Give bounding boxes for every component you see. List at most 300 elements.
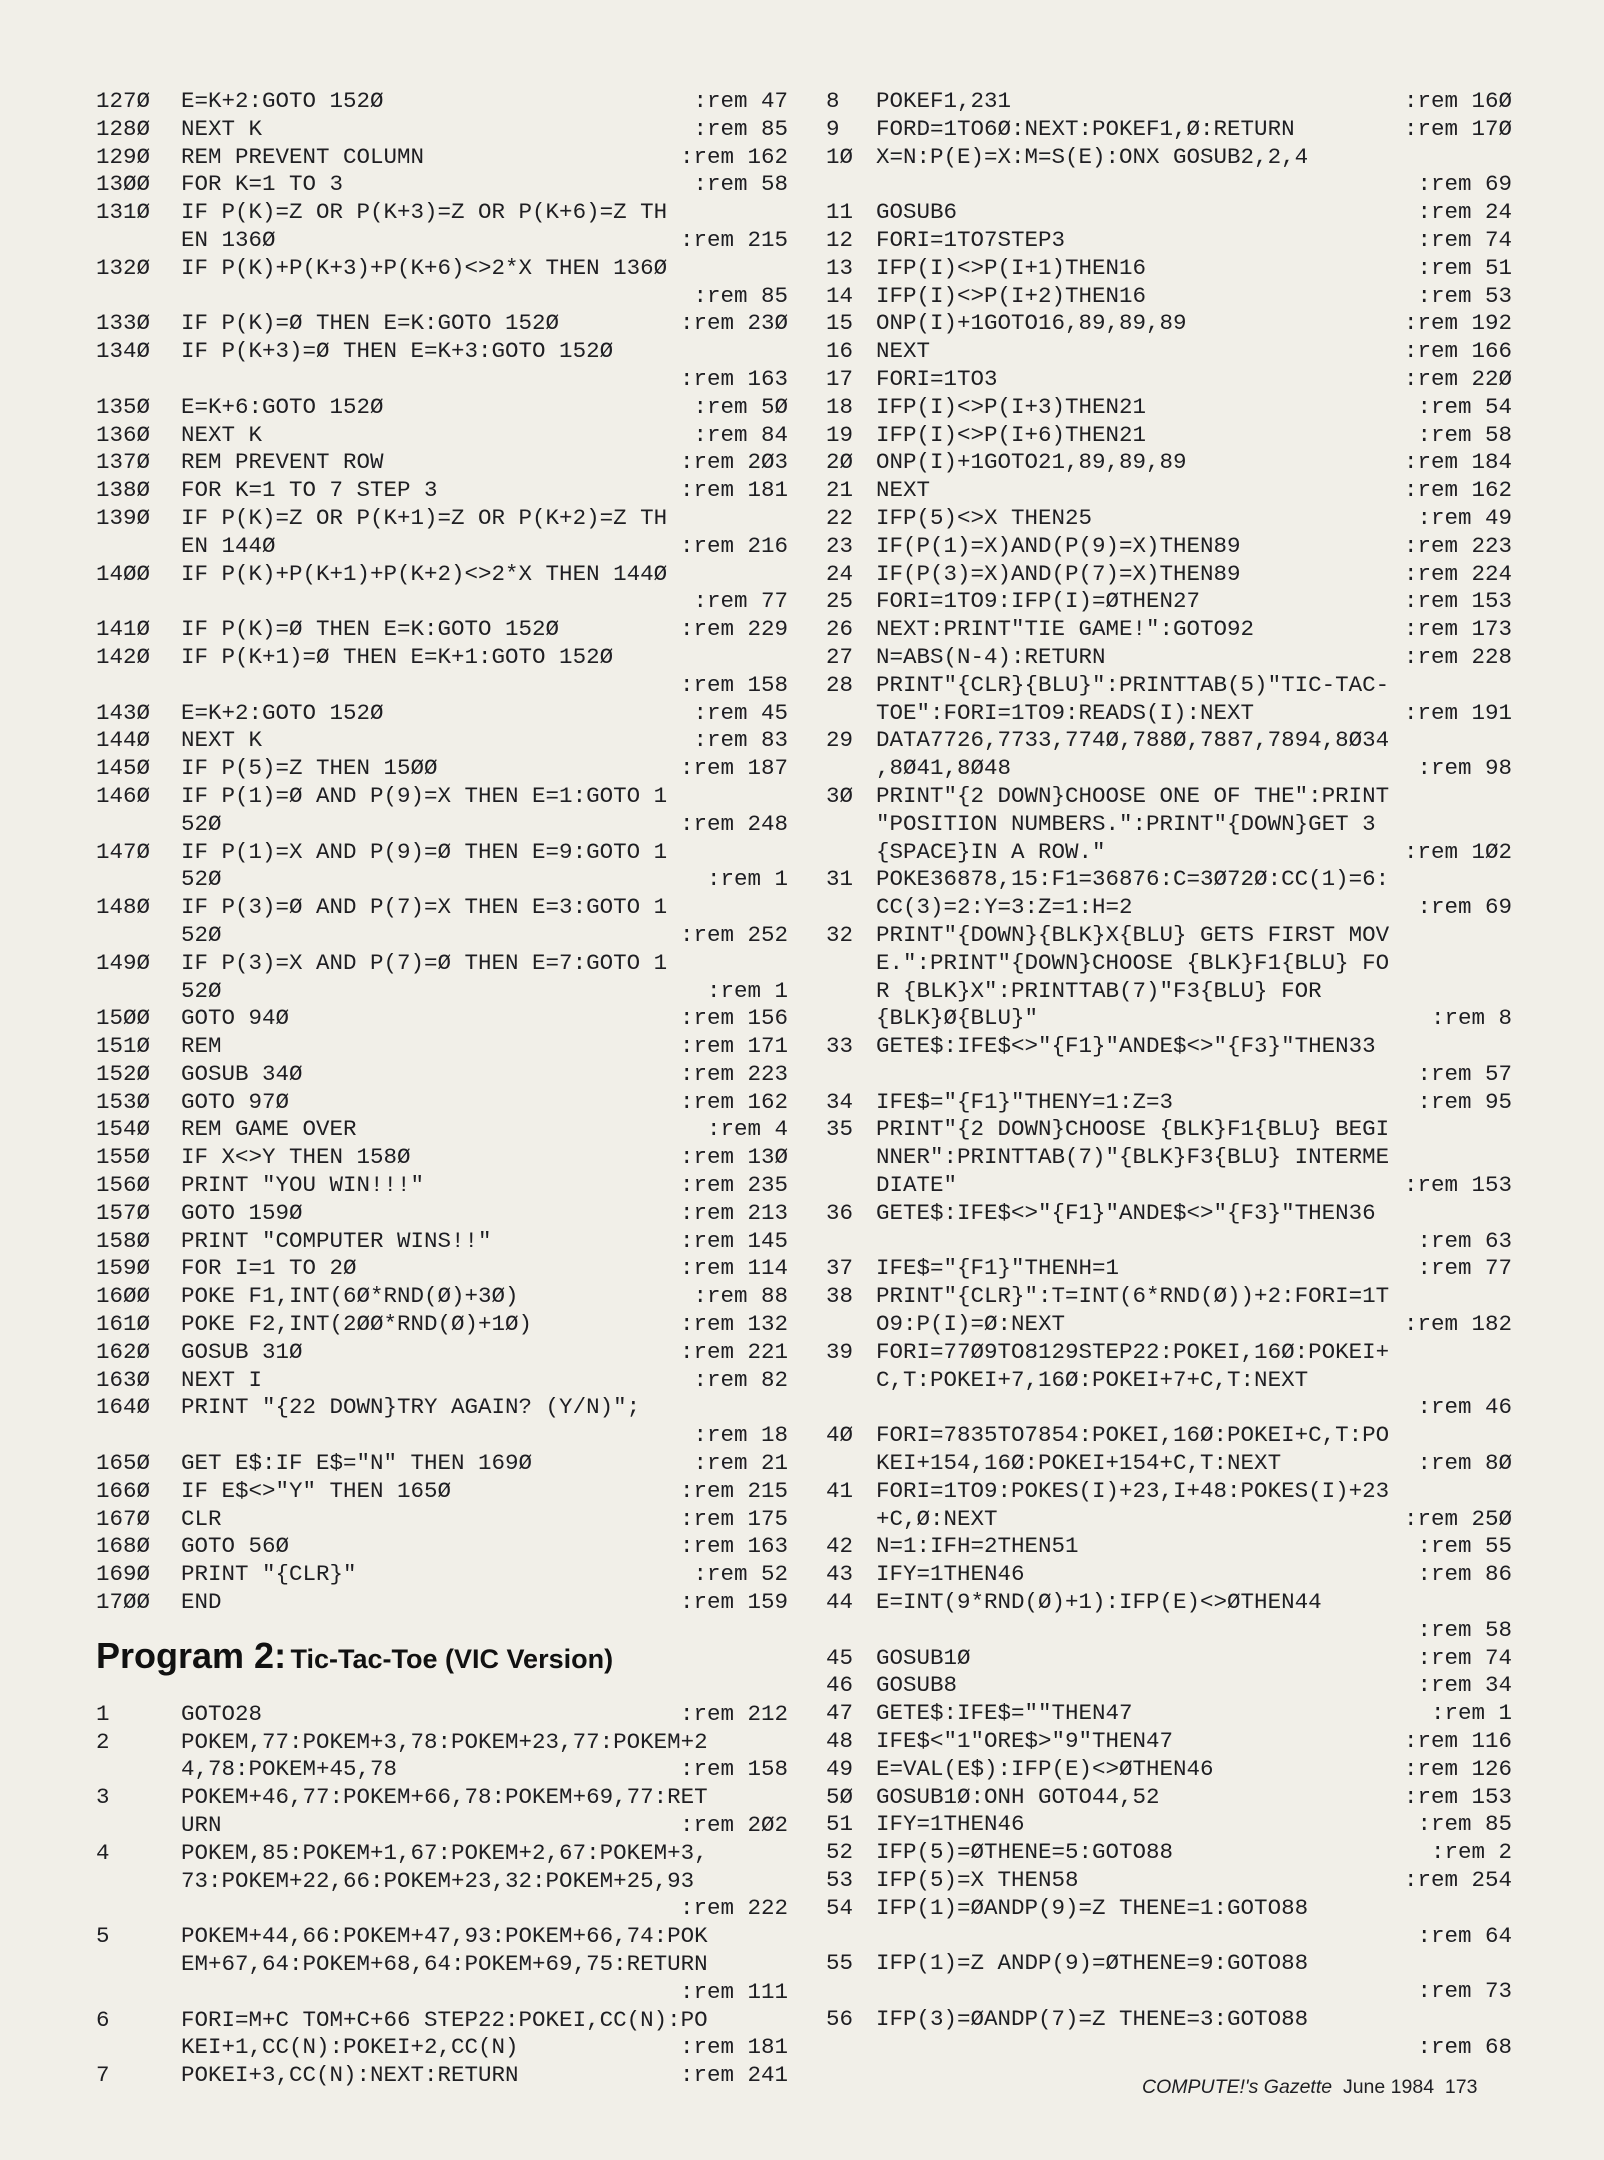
code-line (96, 477, 788, 505)
code-text: IF P(K)=Z OR P(K+1)=Z OR P(K+2)=Z TH (181, 504, 668, 531)
checksum-rem: :rem 74 (1417, 226, 1512, 253)
checksum-rem: :rem 223 (1403, 532, 1512, 559)
code-text: DATA7726,7733,774Ø,788Ø,7887,7894,8Ø34 (876, 727, 1390, 754)
checksum-rem: :rem 13Ø (679, 1144, 788, 1171)
line-number (826, 1367, 876, 1395)
code-text: IFP(5)=ØTHENE=5:GOTO88 (876, 1839, 1174, 1866)
checksum-rem: :rem 85 (693, 115, 788, 142)
listing-left-column (96, 88, 788, 2090)
line-number (826, 978, 876, 1006)
code-text: PRINT"{2 DOWN}CHOOSE ONE OF THE":PRINT (876, 782, 1390, 809)
line-number: 136Ø (96, 421, 151, 448)
code-line (96, 394, 788, 422)
line-number: 23 (826, 532, 854, 559)
code-line (826, 1450, 1512, 1478)
line-number: 129Ø (96, 143, 151, 170)
line-number: 24 (826, 560, 854, 587)
code-line (96, 1979, 788, 2007)
code-text: GOTO 94Ø (181, 1005, 290, 1032)
code-text: IFE$="{F1}"THENY=1:Z=3 (876, 1088, 1174, 1115)
code-text: GOSUB6 (876, 199, 958, 226)
code-text: E=INT(9*RND(Ø)+1):IFP(E)<>ØTHEN44 (876, 1589, 1322, 1616)
code-line (826, 644, 1512, 672)
code-line (96, 1089, 788, 1117)
line-number: 1Ø (826, 143, 854, 170)
code-line (96, 644, 788, 672)
line-number: 152Ø (96, 1060, 151, 1087)
checksum-rem: :rem 58 (693, 171, 788, 198)
checksum-rem: :rem 85 (1417, 1811, 1512, 1838)
code-text: IF P(1)=Ø AND P(9)=X THEN E=1:GOTO 1 (181, 782, 668, 809)
code-line (826, 533, 1512, 561)
code-line (96, 588, 788, 616)
code-line (826, 1311, 1512, 1339)
code-text: IF P(K)=Ø THEN E=K:GOTO 152Ø (181, 616, 560, 643)
code-text (181, 366, 674, 394)
code-line (96, 978, 788, 1006)
code-line (826, 1895, 1512, 1923)
issue-date: June 1984 (1342, 2076, 1435, 2098)
checksum-rem: :rem 1 (706, 977, 788, 1004)
code-text: IFP(3)=ØANDP(7)=Z THENE=3:GOTO88 (876, 2005, 1309, 2032)
line-number: 168Ø (96, 1533, 151, 1560)
line-number: 156Ø (96, 1172, 151, 1199)
line-number: 51 (826, 1811, 854, 1838)
checksum-rem: :rem 98 (1417, 755, 1512, 782)
code-line (96, 366, 788, 394)
line-number: 127Ø (96, 88, 151, 114)
checksum-rem: :rem 175 (679, 1505, 788, 1532)
line-number: 35 (826, 1116, 854, 1143)
code-text (876, 1394, 1411, 1422)
line-number: 19 (826, 421, 854, 448)
code-line (96, 755, 788, 783)
line-number (826, 755, 876, 783)
code-text: NEXT K (181, 727, 263, 754)
code-text: POKEM+44,66:POKEM+47,93:POKEM+66,74:POK (181, 1923, 708, 1950)
checksum-rem: :rem 1Ø2 (1403, 838, 1512, 865)
code-line (96, 255, 788, 283)
line-number: 163Ø (96, 1366, 151, 1393)
code-line (826, 199, 1512, 227)
code-line (826, 338, 1512, 366)
line-number: 5Ø (826, 1783, 854, 1810)
code-line (96, 1228, 788, 1256)
code-line (96, 533, 788, 561)
line-number (96, 1868, 181, 1896)
code-line (96, 839, 788, 867)
publication-name: COMPUTE!'s Gazette (1142, 2076, 1333, 2098)
line-number: 14ØØ (96, 560, 151, 587)
code-line (826, 1172, 1512, 1200)
code-text: NEXT K (181, 421, 263, 448)
code-text: IF E$<>"Y" THEN 165Ø (181, 1477, 452, 1504)
code-line (96, 1840, 788, 1868)
line-number (826, 839, 876, 867)
line-number: 47 (826, 1700, 854, 1727)
program2-heading (96, 1635, 788, 1677)
code-line (96, 1339, 788, 1367)
code-text: FORI=1TO9:IFP(I)=ØTHEN27 (876, 588, 1201, 615)
code-line (96, 1255, 788, 1283)
line-number: 6 (96, 2006, 110, 2033)
code-line (96, 1506, 788, 1534)
line-number: 4Ø (826, 1422, 854, 1449)
code-text: TOE":FORI=1TO9:READS(I):NEXT (876, 699, 1255, 726)
checksum-rem: :rem 58 (1417, 1616, 1512, 1643)
code-line (96, 1450, 788, 1478)
line-number: 13ØØ (96, 171, 151, 198)
code-text: IFY=1THEN46 (876, 1811, 1025, 1838)
line-number: 158Ø (96, 1227, 151, 1254)
code-line (826, 1367, 1512, 1395)
line-number: 166Ø (96, 1477, 151, 1504)
code-line (826, 783, 1512, 811)
line-number (96, 1895, 181, 1923)
code-line (826, 727, 1512, 755)
code-line (96, 1367, 788, 1395)
checksum-rem: :rem 212 (679, 1700, 788, 1727)
code-line (826, 477, 1512, 505)
code-text: REM PREVENT COLUMN (181, 143, 425, 170)
code-text: POKEM+46,77:POKEM+66,78:POKEM+69,77:RET (181, 1784, 708, 1811)
code-line (826, 1839, 1512, 1867)
line-number: 144Ø (96, 727, 151, 754)
line-number: 148Ø (96, 894, 151, 921)
code-text (876, 2034, 1411, 2062)
code-line (826, 1033, 1512, 1061)
code-line (96, 88, 788, 116)
code-line (826, 1228, 1512, 1256)
code-line (826, 561, 1512, 589)
checksum-rem: :rem 187 (679, 755, 788, 782)
line-number: 145Ø (96, 755, 151, 782)
code-line (826, 1061, 1512, 1089)
line-number: 46 (826, 1672, 854, 1699)
code-text: PRINT "COMPUTER WINS!!" (181, 1227, 492, 1254)
code-text: REM (181, 1033, 222, 1060)
code-text (181, 672, 674, 700)
line-number: 141Ø (96, 616, 151, 643)
code-line (96, 811, 788, 839)
checksum-rem: :rem 88 (693, 1283, 788, 1310)
code-text: IFP(I)<>P(I+1)THEN16 (876, 254, 1147, 281)
line-number: 52 (826, 1839, 854, 1866)
line-number: 32 (826, 921, 854, 948)
code-line (826, 978, 1512, 1006)
line-number (96, 922, 181, 950)
line-number: 161Ø (96, 1311, 151, 1338)
code-text: 52Ø (181, 810, 222, 837)
checksum-rem: :rem 254 (1403, 1867, 1512, 1893)
code-line (96, 310, 788, 338)
code-text: PRINT"{CLR}{BLU}":PRINTTAB(5)"TIC-TAC- (876, 671, 1390, 698)
line-number (826, 1506, 876, 1534)
line-number (96, 1979, 181, 2007)
code-text (876, 1923, 1411, 1951)
code-text: IF P(5)=Z THEN 15ØØ (181, 755, 438, 782)
line-number (96, 672, 181, 700)
code-text: FORD=1TO6Ø:NEXT:POKEF1,Ø:RETURN (876, 115, 1295, 142)
code-line (826, 811, 1512, 839)
code-line (96, 950, 788, 978)
code-text: E.":PRINT"{DOWN}CHOOSE {BLK}F1{BLU} FO (876, 949, 1390, 976)
code-text: NEXT I (181, 1366, 263, 1393)
code-line (96, 1756, 788, 1784)
checksum-rem: :rem 52 (693, 1561, 788, 1588)
code-line (826, 1089, 1512, 1117)
code-line (96, 116, 788, 144)
line-number: 37 (826, 1255, 854, 1282)
code-line (826, 1728, 1512, 1756)
code-line (826, 616, 1512, 644)
code-line (96, 1005, 788, 1033)
code-line (96, 672, 788, 700)
checksum-rem: :rem 69 (1417, 894, 1512, 921)
code-line (826, 1784, 1512, 1812)
checksum-rem: :rem 191 (1403, 699, 1512, 726)
line-number: 26 (826, 616, 854, 643)
checksum-rem: :rem 235 (679, 1172, 788, 1199)
checksum-rem: :rem 229 (679, 616, 788, 643)
code-text: X=N:P(E)=X:M=S(E):ONX GOSUB2,2,4 (876, 143, 1309, 170)
checksum-rem: :rem 171 (679, 1033, 788, 1060)
code-text (181, 1422, 687, 1450)
line-number: 159Ø (96, 1255, 151, 1282)
code-line (96, 338, 788, 366)
code-line (96, 227, 788, 255)
program2-label: Program 2: (96, 1634, 287, 1676)
line-number: 12 (826, 226, 854, 253)
checksum-rem: :rem 166 (1403, 338, 1512, 365)
checksum-rem: :rem 5Ø (693, 393, 788, 420)
code-line (96, 561, 788, 589)
line-number (96, 1951, 181, 1979)
code-line (826, 1506, 1512, 1534)
line-number: 14 (826, 282, 854, 309)
line-number: 137Ø (96, 449, 151, 476)
line-number: 147Ø (96, 838, 151, 865)
line-number: 4 (96, 1839, 110, 1866)
line-number: 21 (826, 477, 854, 504)
code-text (876, 1617, 1411, 1645)
checksum-rem: :rem 224 (1403, 560, 1512, 587)
code-text: EN 136Ø (181, 226, 276, 253)
code-text: KEI+1,CC(N):POKEI+2,CC(N) (181, 2034, 519, 2061)
code-text: N=ABS(N-4):RETURN (876, 643, 1106, 670)
code-line (96, 199, 788, 227)
checksum-rem: :rem 153 (1403, 1783, 1512, 1810)
line-number: 42 (826, 1533, 854, 1560)
line-number: 157Ø (96, 1199, 151, 1226)
line-number: 131Ø (96, 199, 151, 226)
code-line (96, 2062, 788, 2090)
line-number (96, 588, 181, 616)
checksum-rem: :rem 18 (693, 1422, 788, 1449)
code-text: E=K+2:GOTO 152Ø (181, 699, 384, 726)
code-text: 4,78:POKEM+45,78 (181, 1756, 398, 1783)
program2-listing-continued (826, 88, 1512, 2062)
code-text: IF P(K+1)=Ø THEN E=K+1:GOTO 152Ø (181, 643, 614, 670)
line-number (826, 700, 876, 728)
code-line (96, 2034, 788, 2062)
checksum-rem: :rem 153 (1403, 588, 1512, 615)
checksum-rem: :rem 216 (679, 532, 788, 559)
checksum-rem: :rem 8Ø (1417, 1450, 1512, 1477)
code-text: +C,Ø:NEXT (876, 1505, 998, 1532)
code-text: DIATE" (876, 1172, 958, 1199)
checksum-rem: :rem 34 (1417, 1672, 1512, 1699)
code-text: IFP(1)=ØANDP(9)=Z THENE=1:GOTO88 (876, 1894, 1309, 1921)
code-text: FORI=1TO9:POKES(I)+23,I+48:POKES(I)+23 (876, 1477, 1390, 1504)
code-line (826, 1589, 1512, 1617)
line-number: 139Ø (96, 504, 151, 531)
code-text: NEXT K (181, 115, 263, 142)
checksum-rem: :rem 69 (1417, 171, 1512, 198)
code-text: IF P(1)=X AND P(9)=Ø THEN E=9:GOTO 1 (181, 838, 668, 865)
code-text: IF(P(3)=X)AND(P(7)=X)THEN89 (876, 560, 1241, 587)
code-text: GOTO 159Ø (181, 1199, 303, 1226)
line-number (826, 1172, 876, 1200)
code-line (96, 1172, 788, 1200)
code-text: GOTO 56Ø (181, 1533, 290, 1560)
code-line (96, 1895, 788, 1923)
line-number (826, 1923, 876, 1951)
code-line (96, 1561, 788, 1589)
code-line (826, 1617, 1512, 1645)
line-number: 36 (826, 1199, 854, 1226)
code-line (826, 1756, 1512, 1784)
checksum-rem: :rem 114 (679, 1255, 788, 1282)
line-number: 128Ø (96, 115, 151, 142)
checksum-rem: :rem 158 (679, 1756, 788, 1783)
checksum-rem: :rem 85 (693, 282, 788, 309)
checksum-rem: :rem 1 (706, 866, 788, 893)
line-number (96, 1422, 181, 1450)
checksum-rem: :rem 53 (1417, 282, 1512, 309)
code-line (96, 1589, 788, 1617)
code-text: EM+67,64:POKEM+68,64:POKEM+69,75:RETURN (181, 1951, 708, 1977)
line-number (826, 1978, 876, 2006)
code-text: C,T:POKEI+7,16Ø:POKEI+7+C,T:NEXT (876, 1366, 1309, 1393)
checksum-rem: :rem 45 (693, 699, 788, 726)
checksum-rem: :rem 49 (1417, 504, 1512, 531)
checksum-rem: :rem 181 (679, 2034, 788, 2061)
line-number (826, 171, 876, 199)
code-line (96, 1033, 788, 1061)
code-line (826, 1283, 1512, 1311)
code-text: EN 144Ø (181, 532, 276, 559)
line-number: 17ØØ (96, 1589, 151, 1616)
line-number: 29 (826, 727, 854, 754)
code-line (96, 1311, 788, 1339)
code-text: GOSUB 31Ø (181, 1338, 303, 1365)
code-line (96, 1784, 788, 1812)
checksum-rem: :rem 163 (679, 365, 788, 392)
code-text: E=VAL(E$):IFP(E)<>ØTHEN46 (876, 1755, 1214, 1782)
code-line (826, 227, 1512, 255)
code-text: FOR K=1 TO 7 STEP 3 (181, 477, 438, 504)
line-number: 15 (826, 310, 854, 337)
code-text: GOSUB1Ø (876, 1644, 971, 1671)
code-text: IFP(5)=X THEN58 (876, 1867, 1079, 1893)
line-number: 38 (826, 1283, 854, 1310)
code-text: POKE36878,15:F1=36876:C=3Ø72Ø:CC(1)=6: (876, 866, 1390, 893)
checksum-rem: :rem 248 (679, 810, 788, 837)
code-text: IF P(3)=Ø AND P(7)=X THEN E=3:GOTO 1 (181, 894, 668, 921)
code-line (826, 1645, 1512, 1673)
code-line (826, 1811, 1512, 1839)
code-text: IF P(K)=Ø THEN E=K:GOTO 152Ø (181, 310, 560, 337)
checksum-rem: :rem 57 (1417, 1060, 1512, 1087)
checksum-rem: :rem 159 (679, 1589, 788, 1616)
line-number: 56 (826, 2005, 854, 2032)
code-line (96, 1422, 788, 1450)
checksum-rem: :rem 241 (679, 2062, 788, 2089)
code-line (96, 1061, 788, 1089)
code-line (826, 588, 1512, 616)
line-number (96, 227, 181, 255)
checksum-rem: :rem 95 (1417, 1088, 1512, 1115)
line-number (826, 2034, 876, 2062)
line-number: 154Ø (96, 1116, 151, 1143)
code-line (96, 1729, 788, 1757)
code-line (826, 672, 1512, 700)
code-text (181, 588, 687, 616)
checksum-rem: :rem 83 (693, 727, 788, 754)
checksum-rem: :rem 182 (1403, 1311, 1512, 1338)
checksum-rem: :rem 222 (679, 1895, 788, 1922)
code-line (96, 171, 788, 199)
code-text: IF X<>Y THEN 158Ø (181, 1144, 411, 1171)
program1-listing (96, 88, 788, 1617)
line-number: 39 (826, 1338, 854, 1365)
code-text: E=K+2:GOTO 152Ø (181, 88, 384, 114)
line-number: 142Ø (96, 643, 151, 670)
checksum-rem: :rem 215 (679, 226, 788, 253)
line-number (96, 811, 181, 839)
code-text: POKE F1,INT(6Ø*RND(Ø)+3Ø) (181, 1283, 519, 1310)
code-text: KEI+154,16Ø:POKEI+154+C,T:NEXT (876, 1450, 1282, 1477)
checksum-rem: :rem 8 (1430, 1005, 1512, 1032)
code-line (96, 1144, 788, 1172)
code-text: IF(P(1)=X)AND(P(9)=X)THEN89 (876, 532, 1241, 559)
code-text: IF P(K)+P(K+3)+P(K+6)<>2*X THEN 136Ø (181, 254, 668, 281)
checksum-rem: :rem 1 (1430, 1700, 1512, 1727)
line-number: 54 (826, 1894, 854, 1921)
checksum-rem: :rem 86 (1417, 1561, 1512, 1588)
code-line (826, 505, 1512, 533)
code-line (826, 1561, 1512, 1589)
code-text: POKE F2,INT(2ØØ*RND(Ø)+1Ø) (181, 1311, 533, 1338)
code-text: PRINT "{22 DOWN}TRY AGAIN? (Y/N)"; (181, 1394, 641, 1421)
checksum-rem: :rem 184 (1403, 449, 1512, 476)
code-line (96, 783, 788, 811)
code-text: POKEI+3,CC(N):NEXT:RETURN (181, 2062, 519, 2089)
page-footer (1142, 2076, 1502, 2099)
code-text: PRINT"{CLR}":T=INT(6*RND(Ø))+2:FORI=1T (876, 1283, 1390, 1310)
checksum-rem: :rem 77 (693, 588, 788, 615)
code-text: GOSUB1Ø:ONH GOTO44,52 (876, 1783, 1160, 1810)
code-text: PRINT"{2 DOWN}CHOOSE {BLK}F1{BLU} BEGI (876, 1116, 1390, 1143)
code-text: {BLK}Ø{BLU}" (876, 1005, 1039, 1032)
code-text: 52Ø (181, 866, 222, 893)
line-number: 31 (826, 866, 854, 893)
checksum-rem: :rem 162 (1403, 477, 1512, 504)
code-text: NEXT (876, 477, 931, 504)
code-line (96, 922, 788, 950)
code-line (826, 1116, 1512, 1144)
